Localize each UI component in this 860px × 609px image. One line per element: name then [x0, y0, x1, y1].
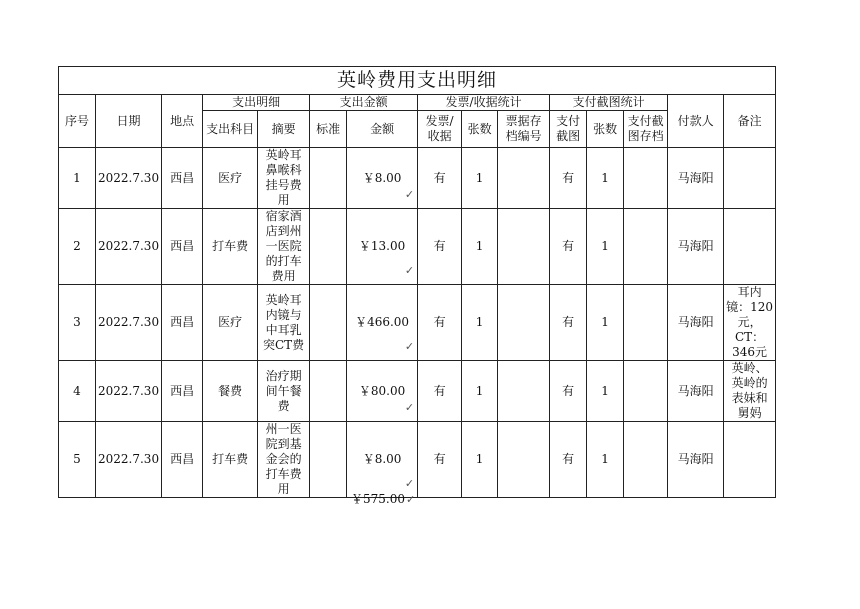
cell-date: 2022.7.30 [96, 285, 162, 361]
cell-seq: 2 [59, 209, 96, 285]
cell-standard [310, 209, 347, 285]
amount-value: ￥80.00 [358, 383, 406, 398]
cell-screenshot-archive [624, 148, 668, 209]
header-invoice: 发票/收据 [418, 111, 462, 148]
amount-value: ￥8.00 [362, 170, 402, 185]
cell-screenshot: 有 [550, 148, 587, 209]
cell-payer: 马海阳 [668, 285, 724, 361]
header-remark: 备注 [724, 95, 776, 148]
table-row [59, 285, 776, 361]
cell-screenshot: 有 [550, 209, 587, 285]
cell-invoice: 有 [418, 422, 462, 498]
cell-date: 2022.7.30 [96, 148, 162, 209]
cell-archive-no [498, 361, 550, 422]
cell-summary: 宿家酒店到州一医院的打车费用 [258, 209, 310, 285]
cell-payer: 马海阳 [668, 361, 724, 422]
header-inv-count: 张数 [462, 111, 498, 148]
cell-place: 西昌 [162, 361, 203, 422]
header-seq: 序号 [59, 95, 96, 148]
check-mark-icon: ✓ [404, 188, 415, 201]
cell-pay-count: 1 [587, 361, 624, 422]
amount-value: ￥8.00 [362, 452, 402, 466]
cell-subject: 打车费 [203, 422, 258, 498]
cell-summary: 英岭耳鼻喉科挂号费用 [258, 148, 310, 209]
cell-remark: 耳内镜：120元，CT：346元 [724, 285, 776, 361]
cell-screenshot-archive [624, 422, 668, 498]
cell-screenshot: 有 [550, 285, 587, 361]
cell-pay-count: 1 [587, 285, 624, 361]
cell-screenshot: 有 [550, 361, 587, 422]
cell-archive-no [498, 422, 550, 498]
cell-inv-count: 1 [462, 285, 498, 361]
cell-seq: 3 [59, 285, 96, 361]
header-archive-no: 票据存档编号 [498, 111, 550, 148]
cell-subject: 医疗 [203, 285, 258, 361]
expense-table [58, 66, 776, 498]
cell-place: 西昌 [162, 209, 203, 285]
cell-seq: 5 [59, 422, 96, 498]
cell-remark [724, 209, 776, 285]
amount-value: ￥466.00 [355, 315, 410, 329]
cell-place: 西昌 [162, 422, 203, 498]
cell-amount [347, 422, 418, 498]
cell-standard [310, 422, 347, 498]
cell-remark: 英岭、英岭的表妹和舅妈 [724, 361, 776, 422]
header-pay-count: 张数 [587, 111, 624, 148]
group-payment-stats: 支付截图统计 [550, 95, 668, 111]
cell-summary: 州一医院到基金会的打车费用 [258, 422, 310, 498]
check-mark-icon: ✓ [404, 477, 415, 490]
cell-subject: 打车费 [203, 209, 258, 285]
cell-remark [724, 148, 776, 209]
header-date: 日期 [96, 95, 162, 148]
table-title: 英岭费用支出明细 [59, 67, 776, 95]
cell-screenshot: 有 [550, 422, 587, 498]
cell-amount [347, 361, 418, 422]
cell-inv-count: 1 [462, 209, 498, 285]
header-screenshot-archive: 支付截图存档 [624, 111, 668, 148]
cell-pay-count: 1 [587, 209, 624, 285]
cell-amount [347, 285, 418, 361]
table-row [59, 148, 776, 209]
check-mark-icon: ✓ [404, 401, 415, 414]
header-standard: 标准 [310, 111, 347, 148]
header-place: 地点 [162, 95, 203, 148]
group-expense-detail: 支出明细 [203, 95, 310, 111]
cell-date: 2022.7.30 [96, 209, 162, 285]
header-screenshot: 支付截图 [550, 111, 587, 148]
cell-invoice: 有 [418, 285, 462, 361]
cell-place: 西昌 [162, 148, 203, 209]
cell-payer: 马海阳 [668, 209, 724, 285]
cell-place: 西昌 [162, 285, 203, 361]
total-value: ￥575.00 [351, 492, 405, 506]
cell-date: 2022.7.30 [96, 422, 162, 498]
cell-date: 2022.7.30 [96, 361, 162, 422]
cell-payer: 马海阳 [668, 422, 724, 498]
cell-archive-no [498, 285, 550, 361]
check-mark-icon: ✓ [404, 340, 415, 353]
header-subject: 支出科目 [203, 111, 258, 148]
cell-summary: 英岭耳内镜与中耳乳突CT费 [258, 285, 310, 361]
cell-subject: 医疗 [203, 148, 258, 209]
total-amount [351, 490, 415, 507]
cell-remark [724, 422, 776, 498]
cell-inv-count: 1 [462, 361, 498, 422]
cell-inv-count: 1 [462, 148, 498, 209]
check-mark-icon: ✓ [406, 493, 416, 506]
cell-subject: 餐费 [203, 361, 258, 422]
header-amount: 金额 [347, 111, 418, 148]
table-row [59, 361, 776, 422]
cell-seq: 1 [59, 148, 96, 209]
cell-amount [347, 209, 418, 285]
cell-invoice: 有 [418, 209, 462, 285]
cell-screenshot-archive [624, 361, 668, 422]
header-payer: 付款人 [668, 95, 724, 148]
group-expense-amount: 支出金额 [310, 95, 418, 111]
cell-invoice: 有 [418, 361, 462, 422]
table-row [59, 209, 776, 285]
cell-payer: 马海阳 [668, 148, 724, 209]
cell-pay-count: 1 [587, 422, 624, 498]
cell-inv-count: 1 [462, 422, 498, 498]
cell-summary: 治疗期间午餐费 [258, 361, 310, 422]
header-summary: 摘要 [258, 111, 310, 148]
expense-sheet [58, 66, 776, 498]
table-row [59, 422, 776, 498]
cell-invoice: 有 [418, 148, 462, 209]
check-mark-icon: ✓ [404, 264, 415, 277]
cell-archive-no [498, 209, 550, 285]
group-invoice-stats: 发票/收据统计 [418, 95, 550, 111]
cell-standard [310, 361, 347, 422]
cell-screenshot-archive [624, 285, 668, 361]
cell-archive-no [498, 148, 550, 209]
cell-standard [310, 148, 347, 209]
cell-screenshot-archive [624, 209, 668, 285]
cell-amount [347, 148, 418, 209]
cell-pay-count: 1 [587, 148, 624, 209]
cell-standard [310, 285, 347, 361]
cell-seq: 4 [59, 361, 96, 422]
amount-value: ￥13.00 [358, 239, 406, 253]
